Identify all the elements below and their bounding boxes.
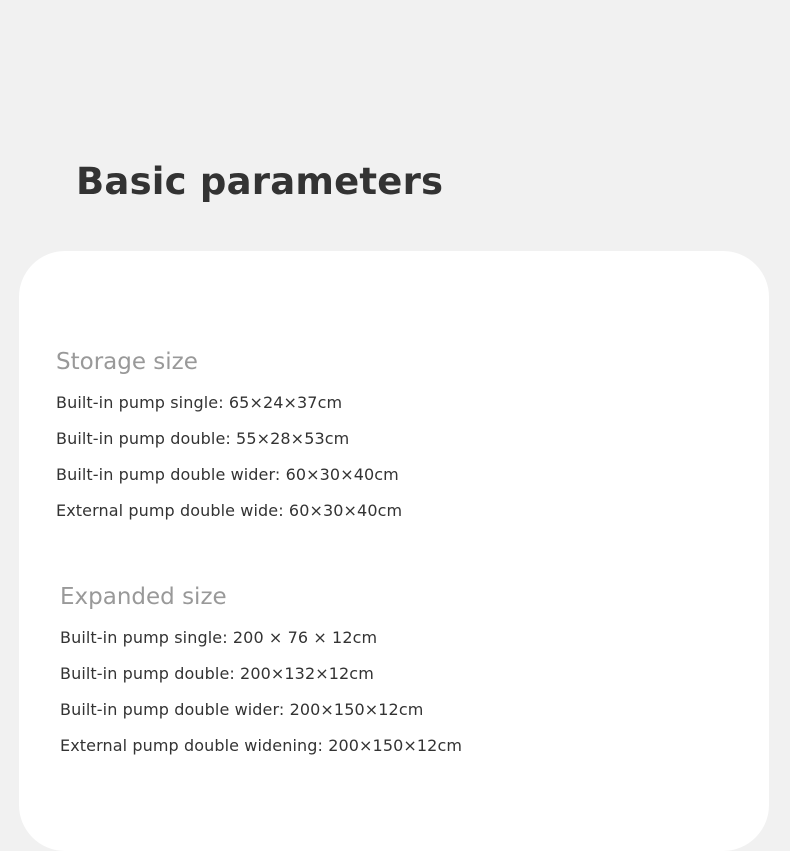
- expanded-size-heading: Expanded size: [60, 584, 227, 610]
- storage-size-heading: Storage size: [56, 349, 198, 375]
- storage-size-section: [56, 347, 402, 529]
- expanded-spec-item: Built-in pump double wider: 200×150×12cm: [60, 700, 424, 719]
- expanded-spec-item: Built-in pump double: 200×132×12cm: [60, 664, 374, 683]
- parameters-card: [19, 251, 769, 851]
- storage-size-list: [56, 385, 402, 529]
- expanded-size-list: [60, 620, 462, 764]
- storage-spec-item: Built-in pump double wider: 60×30×40cm: [56, 465, 399, 484]
- expanded-size-section: [60, 582, 462, 764]
- storage-spec-item: External pump double wide: 60×30×40cm: [56, 501, 403, 520]
- expanded-spec-item: External pump double widening: 200×150×12cm: [60, 736, 463, 755]
- expanded-spec-item: Built-in pump single: 200 × 76 × 12cm: [60, 628, 378, 647]
- page-title: Basic parameters: [76, 160, 444, 203]
- storage-spec-item: Built-in pump double: 55×28×53cm: [56, 429, 350, 448]
- storage-spec-item: Built-in pump single: 65×24×37cm: [56, 393, 343, 412]
